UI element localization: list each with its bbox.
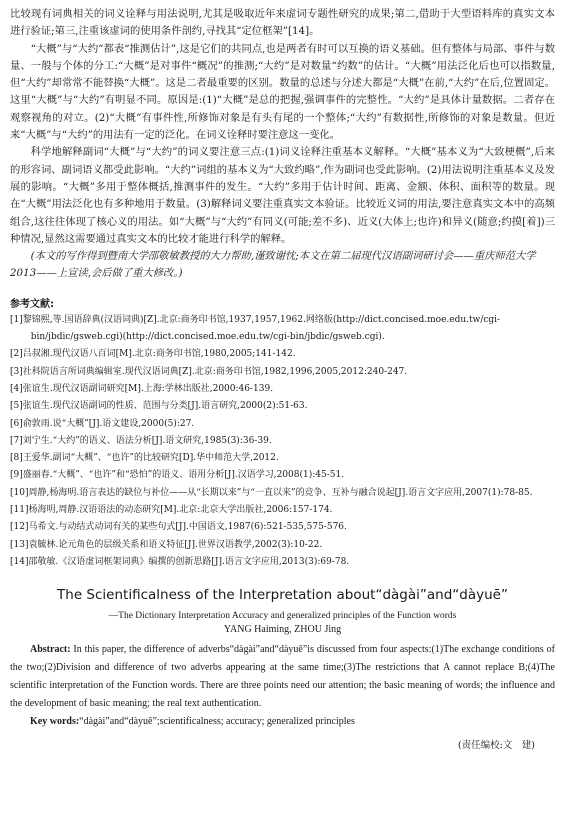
english-abstract-section <box>10 587 555 731</box>
abstract-text: In this paper, the difference of adverbs“dàgài”and“dàyuē”is discussed from four aspects:(1)The exchange conditions of the two;(2)Division and difference of two adverbs appearing at the same time;(3)The restrictions that A cannot replace B;(4)The scientific interpretation of the Function words. There are three points need our attention; the basic meaning of words; the influence and the development of basic meaning; the real text authentication. <box>10 644 555 710</box>
english-abstract <box>10 641 555 713</box>
article-body <box>10 6 555 283</box>
reference-item: [4]张谊生.现代汉语副词研究[M].上海:学林出版社,2000:46-139. <box>10 383 274 394</box>
english-title: The Scientificalness of the Interpretation about“dàgài”and“dàyuē” <box>57 587 508 604</box>
english-subtitle: —The Dictionary Interpretation Accuracy and generalized principles of the Function words <box>108 611 457 622</box>
keywords-text: “dàgài”and“dàyuē”;scientificalness; accuracy; generalized principles <box>79 716 355 728</box>
english-authors: YANG Haiming, ZHOU Jing <box>223 624 342 636</box>
body-paragraph-1: 比较现有词典相关的词义诠释与用法说明,尤其是吸取近年来虚词专题性研究的成果;第二,借助于大型语料库的真实文本进行验证;第三,注重该虚词的使用条件剖约,寻找其“定位框架”[14]。 <box>10 8 555 38</box>
references-list <box>10 312 555 571</box>
acknowledgement: (本文的写作得到暨南大学邵敬敏教授的大力帮助,谨致谢忱;本文在第二届现代汉语副词研讨会——重庆师范大学2013——上宣读,会后做了重大修改。) <box>10 250 536 280</box>
reference-item: [1]黎锦熙,等.国语辞典(汉语词典)[Z].北京:商务印书馆,1937,1957,1962.网络版(http://dict.concised.moe.edu.tw/cgi-bin/jbdic/gsweb.cgi)(http://dict.concised.moe.edu.tw/cgi-bin/jbdic/gsweb.cgi). <box>10 314 501 343</box>
reference-item: [6]俞敦雨.说“大概”[J].语文建设,2000(5):27. <box>10 418 195 429</box>
reference-item: [13]袁毓林.论元角色的层级关系和语义特征[J].世界汉语教学,2002(3):10-22. <box>10 539 323 550</box>
reference-item: [7]刘宁生.“大约”的语义、语法分析[J].语文研究,1985(3):36-39. <box>10 435 272 446</box>
reference-item: [11]杨海明,周静.汉语语法的动态研究[M].北京:北京大学出版社,2006:157-174. <box>10 505 333 516</box>
reference-item: [8]王爱华.副词“大概”、“也许”的比较研究[D].华中师范大学,2012. <box>10 453 279 464</box>
reference-item: [9]盛丽春.“大概”、“也许”和“恐怕”的语义、语用分析[J].汉语学习,2008(1):45-51. <box>10 470 345 481</box>
english-keywords <box>10 713 555 731</box>
reference-item: [14]邵敬敏.《汉语虚词框架词典》编撰的创新思路[J].语言文字应用,2013(3):69-78. <box>10 556 350 567</box>
keywords-label: Key words: <box>30 716 80 728</box>
abstract-label: Abstract: <box>30 644 71 656</box>
references-section <box>10 295 555 571</box>
references-heading: 参考文献: <box>10 298 54 310</box>
body-paragraph-3: 科学地解释副词“大概”与“大约”的词义要注意三点:(1)词义诠释注重基本义解释。“大概”基本义为“大致梗概”,后来的形容词、副词语义都受此影响。“大约”词组的基本义为“大致约略”,作为副词也受此影响。(2)用法说明注重基本义及发展的影响。“大概”多用于整体概括,推测事件的发生。“大约”多用于估计时间、距离、金额、体积、面积等的数量。现在“大概”用法泛化也有多种地用于数量。(3)解释词义要注重真实文本验证。比较近义词的用法,要注意真实文本中的高频组合,这往往体现了核心义的用法。如“大概”与“大约”有同义(可能;差不多)、近义(大体上;也许)和异义(随意;约摸[着])三种情况,显然这需要通过真实文本的比较才能进行科学的解释。 <box>10 146 555 245</box>
body-paragraph-2: “大概”与“大约”都表“推测估计”,这是它们的共同点,也是两者有时可以互换的语义基础。但有整体与局部、事件与数量、一般与个体的分工:“大概”是对事件“概况”的推测;“大约”是对数量“约数”的估计。“大概”用法泛化后也可以指数量,但“大约”却常常不能替换“大概”。这是二者最重要的区别。数量的总述与分述大都是“大概”在前,“大约”在后,位置固定。这里“大概”与“大约”有明显不同。原因是:(1)“大概”是总的把握,强调事件的完整性。“大约”是具体计量数据。二者存在观察视角的对立。(2)“大概”有事件性,所修饰对象是有头有尾的一个整体;“大约”有数据性,所修饰的对象是数量。但近来“大概”与“大约”的用法有一定的泛化。在词义诠释时要注意这一变化。 <box>10 42 555 142</box>
reference-item: [10]周静,杨海明.语言表达的缺位与补位——从“长期以来”与“一直以来”的竞争、互补与融合说起[J].语言文字应用,2007(1):78-85. <box>10 487 533 498</box>
reference-item: [2]吕叔湘.现代汉语八百词[M].北京:商务印书馆,1980,2005;141-142. <box>10 349 296 360</box>
responsible-editor: (责任编校:文 建) <box>457 740 535 752</box>
reference-item: [3]社科院语言所词典编辑室.现代汉语词典[Z].北京:商务印书馆,1982,1996,2005,2012:240-247. <box>10 366 408 377</box>
reference-item: [5]张谊生.现代汉语副词的性质、范围与分类[J].语言研究,2000(2):51-63. <box>10 401 308 412</box>
reference-item: [12]马希文.与动结式动词有关的某些句式[J].中国语文,1987(6):521-535,575-576. <box>10 522 347 533</box>
